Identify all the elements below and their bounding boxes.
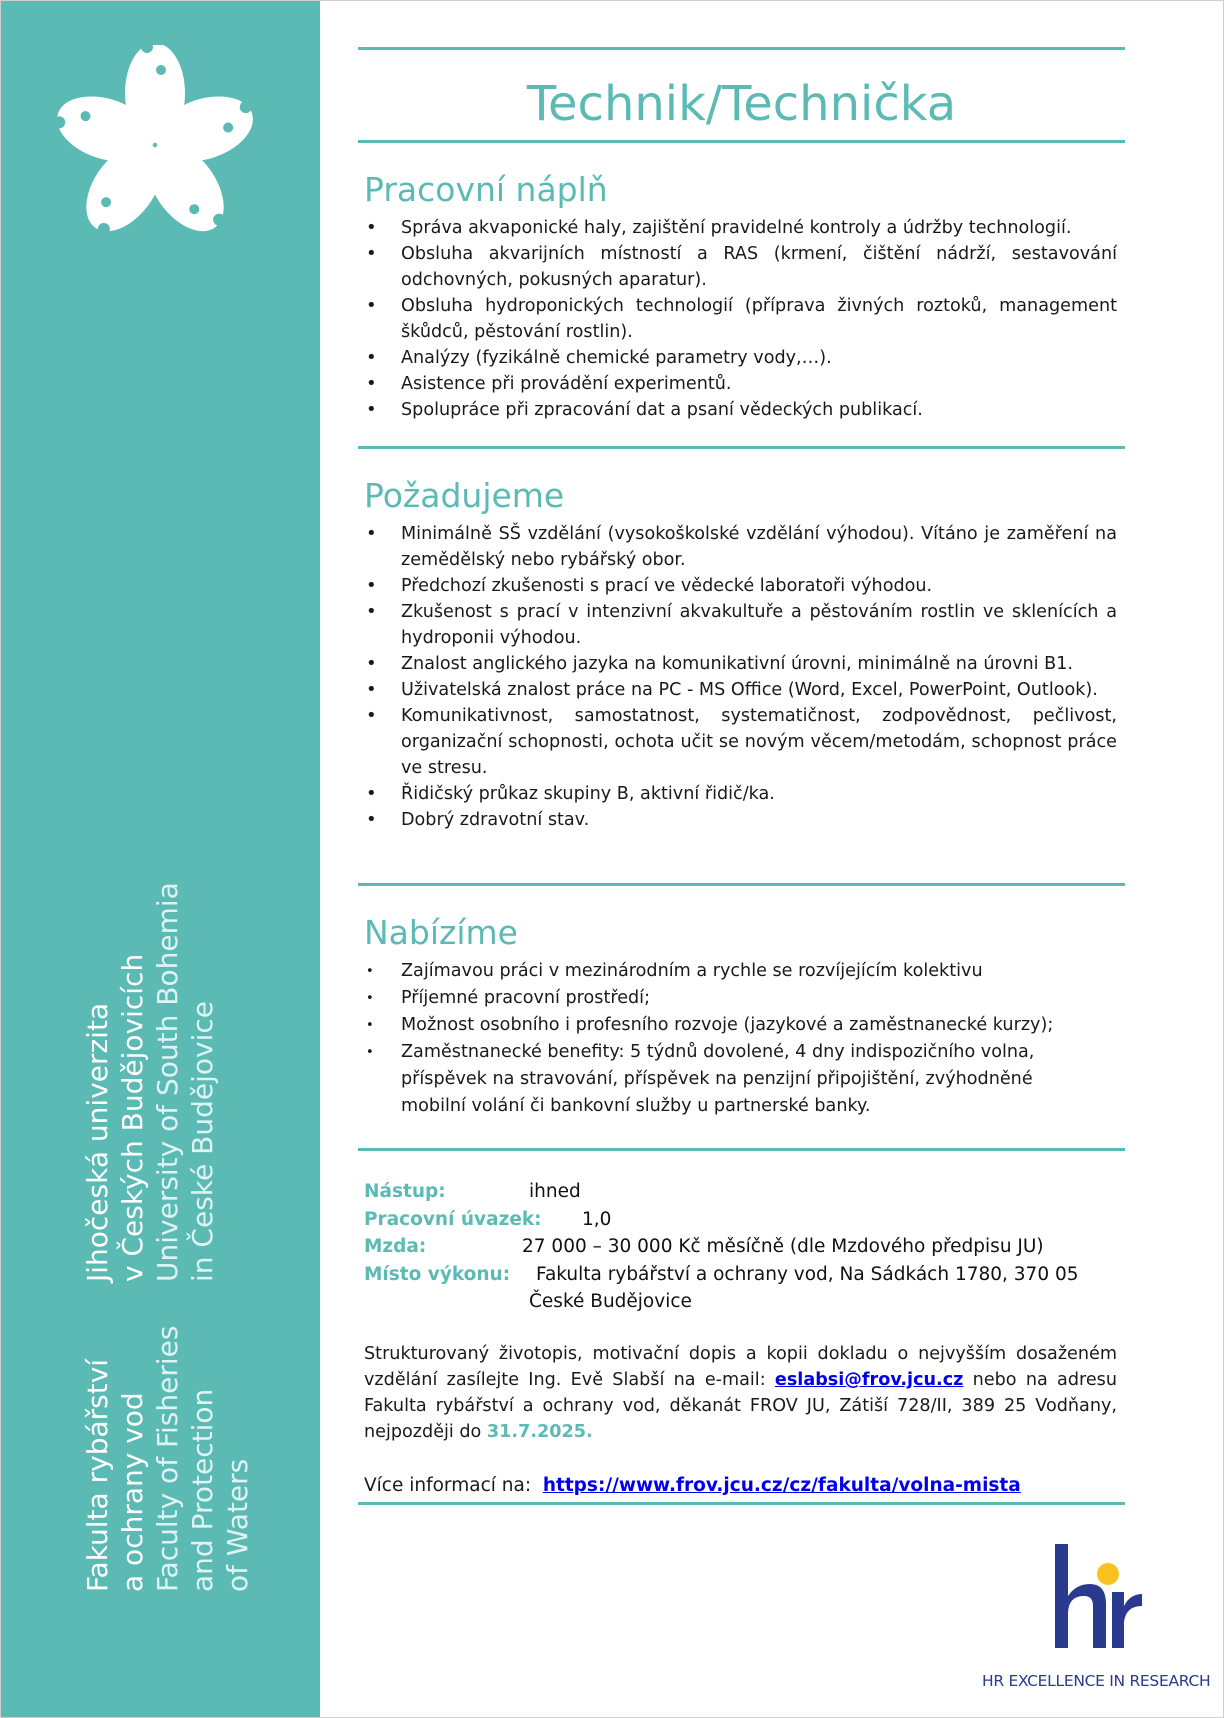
hr-excellence-logo: [1050, 1544, 1146, 1652]
list-item: • Zajímavou práci v mezinárodním a rychle se rozvíjejícím kolektivu: [364, 958, 1084, 985]
faculty-line-4: and Protection: [186, 1388, 219, 1592]
faculty-line-5: of Waters: [221, 1458, 254, 1592]
page-title: Technik/Technička: [526, 76, 957, 132]
section-title-duties: Pracovní náplň: [364, 170, 608, 209]
application-text-2: nebo na adresu Fakulta rybářství a ochrany vod, děkanát FROV JU, Zátiší 728/II, 389 25 Vodňany, nejpozději do: [364, 1370, 1117, 1442]
list-item: • Správa akvaponické haly, zajištění pravidelné kontroly a údržby technologií.: [364, 215, 1117, 241]
sidebar: [0, 0, 320, 1718]
place-value-city: České Budějovice: [529, 1291, 692, 1312]
list-item: • Zkušenost s prací v intenzivní akvakultuře a pěstováním rostlin ve sklenících a hydroponii výhodou.: [364, 599, 1117, 651]
workload-label: Pracovní úvazek:: [364, 1208, 542, 1230]
more-info: [364, 1475, 1021, 1496]
deadline: 31.7.2025.: [486, 1422, 593, 1442]
university-name-vertical: [80, 882, 220, 1282]
list-item: • Uživatelská znalost práce na PC - MS Office (Word, Excel, PowerPoint, Outlook).: [364, 677, 1117, 703]
list-item: • Řidičský průkaz skupiny B, aktivní řidič/ka.: [364, 781, 1117, 807]
faculty-name-vertical: [80, 1326, 255, 1592]
place-value: Fakulta rybářství a ochrany vod, Na Sádkách 1780, 370 05: [536, 1263, 1079, 1285]
application-text-1: Strukturovaný životopis, motivační dopis a kopii dokladu o nejvyšším dosaženém vzdělání zasílejte Ing. Evě Slabší na e-mail:: [364, 1344, 1117, 1390]
list-item: • Minimálně SŠ vzdělání (vysokoškolské vzdělání výhodou). Vítáno je zaměření na zemědělský nebo rybářský obor.: [364, 521, 1117, 573]
divider: [358, 140, 1125, 143]
more-info-label: Více informací na:: [364, 1475, 532, 1496]
university-line-1: Jihočeská univerzita: [81, 1002, 114, 1282]
list-item: • Předchozí zkušenosti s prací ve vědecké laboratoři výhodou.: [364, 573, 1117, 599]
list-item: • Komunikativnost, samostatnost, systematičnost, zodpovědnost, pečlivost, organizační schopnosti, ochota učit se novým věcem/metodám, schopnost práce ve stresu.: [364, 703, 1117, 781]
workload-value: 1,0: [582, 1208, 612, 1230]
list-item: • Asistence při provádění experimentů.: [364, 371, 1117, 397]
duties-list: [364, 215, 1117, 423]
list-item: • Analýzy (fyzikálně chemické parametry vody,…).: [364, 345, 1117, 371]
list-item: • Zaměstnanecké benefity: 5 týdnů dovolené, 4 dny indispozičního volna, příspěvek na stravování, příspěvek na penzijní připojištění, zvýhodněné mobilní volání či bankovní služby u partnerské banky.: [364, 1039, 1084, 1120]
section-title-offer: Nabízíme: [364, 913, 518, 952]
list-item: • Příjemné pracovní prostředí;: [364, 985, 1084, 1012]
list-item: • Obsluha hydroponických technologií (příprava živných roztoků, management škůdců, pěstování rostlin).: [364, 293, 1117, 345]
start-value: ihned: [529, 1181, 581, 1202]
hr-caption: HR EXCELLENCE IN RESEARCH: [982, 1672, 1211, 1690]
vacancies-link[interactable]: https://www.frov.jcu.cz/cz/fakulta/volna-mista: [542, 1475, 1021, 1496]
university-line-4: in České Budějovice: [186, 1001, 219, 1282]
faculty-line-1: Fakulta rybářství: [81, 1358, 114, 1592]
list-item: • Spolupráce při zpracování dat a psaní vědeckých publikací.: [364, 397, 1117, 423]
offer-list: [364, 958, 1084, 1120]
place-label: Místo výkonu:: [364, 1263, 511, 1285]
email-link[interactable]: eslabsi@frov.jcu.cz: [774, 1370, 964, 1390]
list-item: • Znalost anglického jazyka na komunikativní úrovni, minimálně na úrovni B1.: [364, 651, 1117, 677]
divider: [358, 1502, 1125, 1505]
faculty-line-2: a ochrany vod: [116, 1392, 149, 1592]
divider: [358, 47, 1125, 50]
list-item: • Obsluha akvarijních místností a RAS (krmení, čištění nádrží, sestavování odchovných, pokusných aparatur).: [364, 241, 1117, 293]
divider: [358, 1148, 1125, 1151]
requirements-list: [364, 521, 1117, 833]
faculty-flower-logo: [50, 45, 260, 245]
section-title-requirements: Požadujeme: [364, 476, 565, 515]
start-label: Nástup:: [364, 1181, 446, 1202]
salary-label: Mzda:: [364, 1236, 427, 1257]
divider: [358, 446, 1125, 449]
faculty-line-3: Faculty of Fisheries: [151, 1325, 184, 1592]
salary-value: 27 000 – 30 000 Kč měsíčně (dle Mzdového předpisu JU): [522, 1236, 1044, 1257]
university-line-3: University of South Bohemia: [151, 882, 184, 1282]
list-item: • Možnost osobního i profesního rozvoje (jazykové a zaměstnanecké kurzy);: [364, 1012, 1084, 1039]
application-instructions: [364, 1341, 1117, 1445]
divider: [358, 883, 1125, 886]
university-line-2: v Českých Budějovicích: [116, 953, 149, 1282]
list-item: • Dobrý zdravotní stav.: [364, 807, 1117, 833]
